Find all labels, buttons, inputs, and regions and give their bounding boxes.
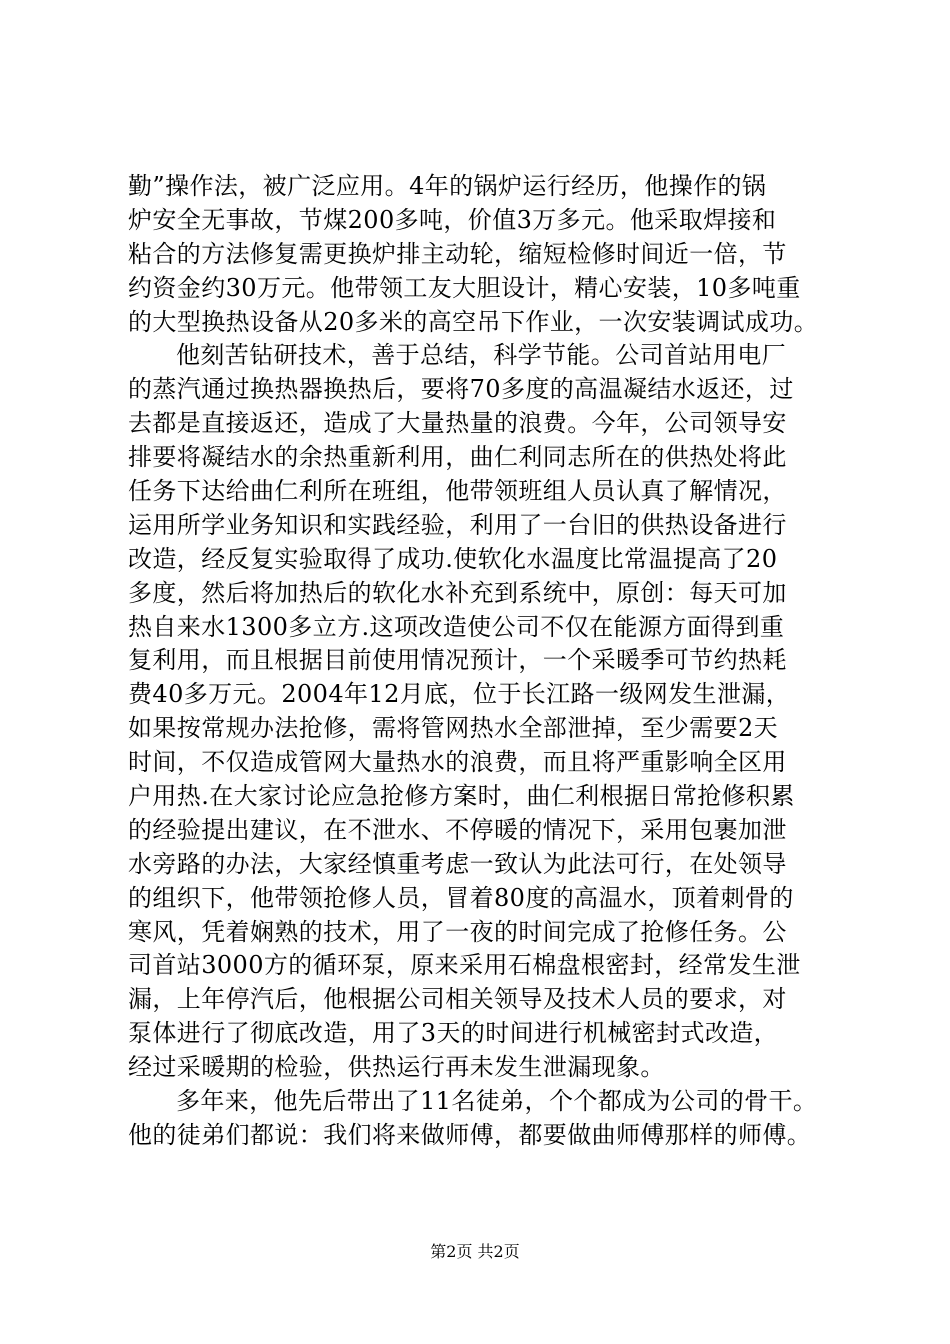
text-line: 排要将凝结水的余热重新利用，曲仁利同志所在的供热处将此 — [128, 443, 787, 472]
text-line: 运用所学业务知识和实践经验，利用了一台旧的供热设备进行 — [128, 510, 787, 539]
text-line: 漏，上年停汽后，他根据公司相关领导及技术人员的要求，对 — [128, 985, 787, 1014]
text-line: 去都是直接返还，造成了大量热量的浪费。今年，公司领导安 — [128, 409, 787, 438]
text-line: 热自来水1300多立方.这项改造使公司不仅在能源方面得到重 — [128, 612, 785, 641]
text-line: 费40多万元。2004年12月底，位于长江路一级网发生泄漏， — [128, 680, 791, 709]
page-footer: 第2页 共2页 — [430, 1242, 520, 1261]
text-line: 约资金约30万元。他带领工友大胆设计，精心安装，10多吨重 — [128, 273, 801, 302]
text-line: 的组织下，他带领抢修人员，冒着80度的高温水，顶着刺骨的 — [128, 883, 794, 912]
text-line: 粘合的方法修复需更换炉排主动轮，缩短检修时间近一倍，节 — [128, 239, 787, 268]
text-line: 水旁路的办法，大家经慎重考虑一致认为此法可行，在处领导 — [128, 849, 787, 878]
text-line: 时间，不仅造成管网大量热水的浪费，而且将严重影响全区用 — [128, 748, 787, 777]
text-line: 的大型换热设备从20多米的高空吊下作业，一次安装调试成功。 — [128, 307, 819, 336]
text-line: 他的徒弟们都说：我们将来做师傅，都要做曲师傅那样的师傅。 — [128, 1120, 812, 1149]
text-line: 的经验提出建议，在不泄水、不停暖的情况下，采用包裹加泄 — [128, 815, 787, 844]
text-line: 司首站3000方的循环泵，原来采用石棉盘根密封，经常发生泄 — [128, 951, 801, 980]
text-line: 户用热.在大家讨论应急抢修方案时，曲仁利根据日常抢修积累 — [128, 782, 795, 811]
document-body — [128, 170, 848, 1153]
text-line: 经过采暖期的检验，供热运行再未发生泄漏现象。 — [128, 1053, 665, 1082]
text-line: 多度，然后将加热后的软化水补充到系统中，原创：每天可加 — [128, 578, 787, 607]
text-line: 改造，经反复实验取得了成功.使软化水温度比常温提高了20 — [128, 544, 778, 573]
text-line: 泵体进行了彻底改造，用了3天的时间进行机械密封式改造， — [128, 1019, 779, 1048]
text-line: 炉安全无事故，节煤200多吨，价值3万多元。他采取焊接和 — [128, 205, 777, 234]
text-line: 的蒸汽通过换热器换热后，要将70多度的高温凝结水返还，过 — [128, 375, 794, 404]
text-line: 复利用，而且根据目前使用情况预计，一个采暖季可节约热耗 — [128, 646, 787, 675]
text-line: 如果按常规办法抢修，需将管网热水全部泄掉，至少需要2天 — [128, 714, 779, 743]
text-line: 寒风，凭着娴熟的技术，用了一夜的时间完成了抢修任务。公 — [128, 917, 787, 946]
text-line: 勤”操作法，被广泛应用。4年的锅炉运行经历，他操作的锅 — [128, 172, 767, 200]
paragraph-start-line: 多年来，他先后带出了11名徒弟，个个都成为公司的骨干。 — [176, 1087, 818, 1116]
text-line: 任务下达给曲仁利所在班组，他带领班组人员认真了解情况， — [128, 477, 787, 506]
paragraph-start-line: 他刻苦钻研技术，善于总结，科学节能。公司首站用电厂 — [176, 341, 786, 370]
